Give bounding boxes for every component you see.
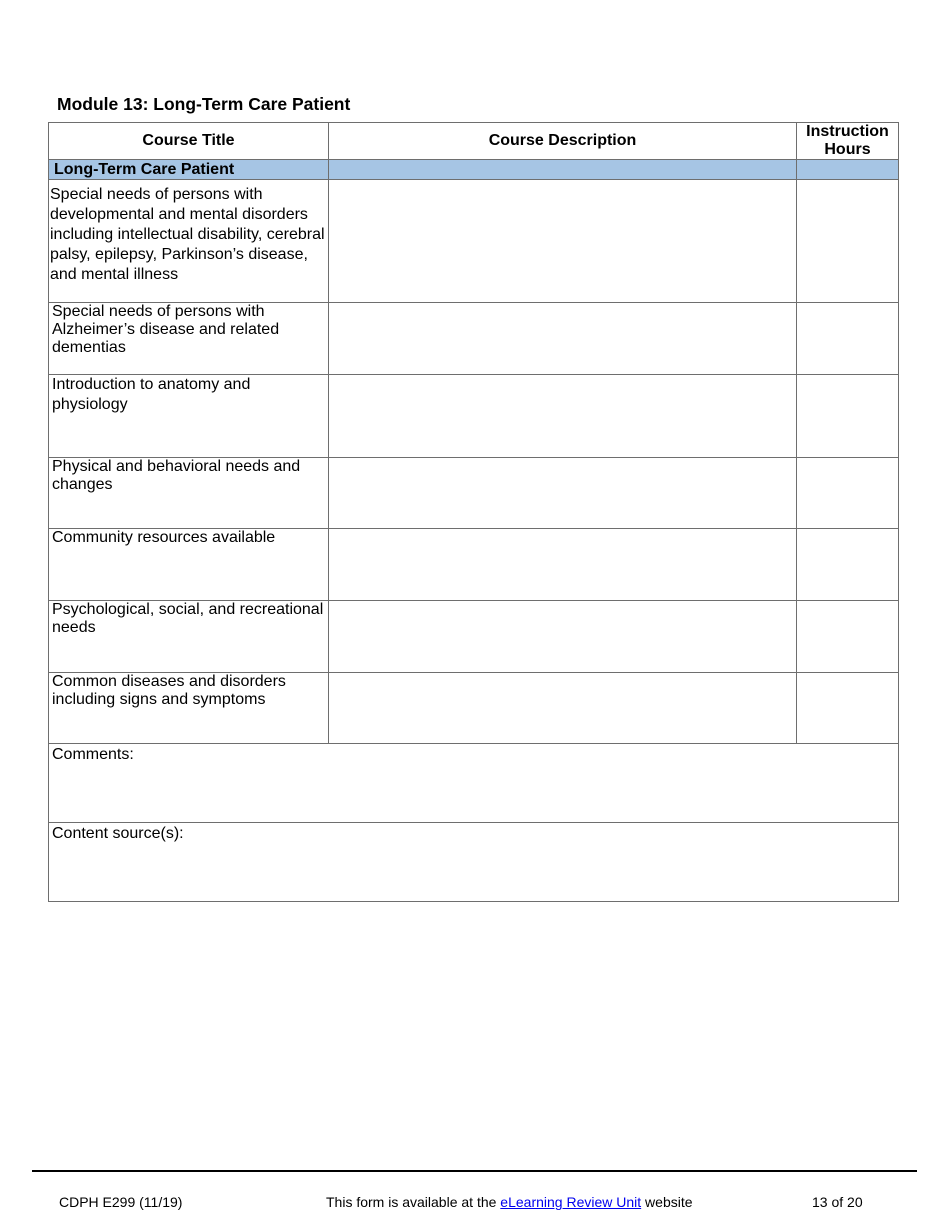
header-course-description: Course Description (329, 123, 797, 160)
section-header-row (49, 160, 899, 180)
course-description-cell[interactable] (329, 375, 797, 458)
course-title-cell: Community resources available (49, 529, 329, 601)
course-description-cell[interactable] (329, 458, 797, 529)
instruction-hours-cell[interactable] (797, 303, 899, 375)
instruction-hours-cell[interactable] (797, 458, 899, 529)
header-instruction-hours-line1: Instruction (806, 123, 889, 140)
table-row (49, 303, 899, 375)
table-row (49, 601, 899, 673)
section-blank-hours (797, 160, 899, 180)
content-sources-row (49, 823, 899, 902)
course-title-cell: Psychological, social, and recreational needs (49, 601, 329, 673)
course-title-cell: Special needs of persons with Alzheimer’s disease and related dementias (49, 303, 329, 375)
footer-availability (326, 1194, 693, 1210)
content-sources-field[interactable] (49, 823, 899, 902)
course-title-cell: Special needs of persons with developmental and mental disorders including intellectual disability, cerebral palsy, epilepsy, Parkinson’s disease, and mental illness (49, 180, 329, 303)
header-instruction-hours-line2: Hours (824, 141, 871, 158)
table-row (49, 673, 899, 744)
comments-row (49, 744, 899, 823)
section-label: Long-Term Care Patient (49, 160, 329, 180)
instruction-hours-cell[interactable] (797, 180, 899, 303)
footer-availability-suffix: website (641, 1194, 693, 1210)
header-course-title: Course Title (49, 123, 329, 160)
page-title: Module 13: Long-Term Care Patient (57, 94, 351, 114)
instruction-hours-cell[interactable] (797, 601, 899, 673)
table-row (49, 180, 899, 303)
course-description-cell[interactable] (329, 673, 797, 744)
footer-availability-prefix: This form is available at the (326, 1194, 501, 1210)
instruction-hours-cell[interactable] (797, 375, 899, 458)
table-row (49, 458, 899, 529)
comments-field[interactable] (49, 744, 899, 823)
header-instruction-hours (797, 123, 899, 160)
course-title-cell: Physical and behavioral needs and changes (49, 458, 329, 529)
table-header-row (49, 123, 899, 160)
footer-page-number: 13 of 20 (812, 1194, 863, 1210)
instruction-hours-cell[interactable] (797, 529, 899, 601)
elearning-review-unit-link[interactable]: eLearning Review Unit (500, 1194, 642, 1210)
course-description-cell[interactable] (329, 303, 797, 375)
footer-form-id: CDPH E299 (11/19) (59, 1194, 183, 1210)
table-row (49, 375, 899, 458)
course-description-cell[interactable] (329, 529, 797, 601)
course-table (48, 122, 899, 902)
course-description-cell[interactable] (329, 601, 797, 673)
instruction-hours-cell[interactable] (797, 673, 899, 744)
table-row (49, 529, 899, 601)
course-description-cell[interactable] (329, 180, 797, 303)
course-title-cell: Common diseases and disorders including signs and symptoms (49, 673, 329, 744)
section-blank-description (329, 160, 797, 180)
comments-label: Comments: (52, 746, 134, 763)
content-sources-label: Content source(s): (52, 825, 184, 842)
course-title-cell: Introduction to anatomy and physiology (49, 375, 329, 458)
footer-divider (32, 1170, 917, 1172)
